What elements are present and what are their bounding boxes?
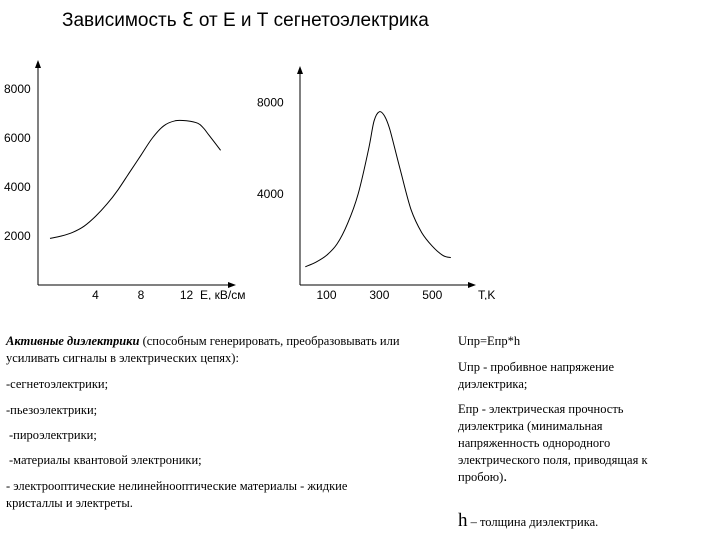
chart-right (257, 96, 451, 300)
chart-right-x-arrow-icon (468, 282, 476, 288)
list-item-piezoelectrics: -пьезоэлектрики; (6, 403, 98, 417)
eпр-definition (458, 401, 683, 486)
list-item-electrooptic: - электрооптические нелинейнооптические материалы - жидкие кристаллы и электреты. (6, 479, 348, 510)
y-tick-label: 8000 (4, 82, 31, 96)
chart-right-y-arrow-icon (297, 66, 303, 74)
list-item-pyroelectrics: -пироэлектрики; (9, 428, 97, 442)
eпр-definition-text: Eпр - электрическая прочность диэлектрика (минимальная напряженность однородного электрического поля, приводящая к пробою) (458, 402, 648, 484)
y-tick-label: 6000 (4, 131, 31, 145)
eпр-definition-period: . (503, 469, 508, 485)
x-tick-label: 300 (369, 288, 390, 300)
intro-italic: Активные диэлектрики (6, 334, 140, 348)
intro-rest: (способным генерировать, преобразовывать или усиливать сигналы в электрических цепях): (6, 334, 400, 365)
x-tick-label: 4 (92, 288, 99, 300)
chart-left (4, 82, 221, 300)
y-tick-label: 2000 (4, 229, 31, 243)
series-line (50, 120, 221, 238)
chart-right-x-label: T,K (478, 288, 496, 300)
x-tick-label: 500 (422, 288, 443, 300)
h-definition-text: – толщина диэлектрика. (467, 515, 599, 529)
uпр-definition: Uпр - пробивное напряжение диэлектрика; (458, 360, 614, 391)
x-tick-label: 100 (316, 288, 337, 300)
chart-left-y-arrow-icon (35, 60, 41, 68)
x-tick-label: 8 (137, 288, 145, 300)
series-line (305, 112, 451, 267)
h-symbol: h (458, 510, 468, 531)
chart-right-axes (300, 72, 472, 285)
breakdown-formula: Uпр=Eпр*h (458, 334, 521, 348)
chart-left-x-label: E, кВ/см (200, 288, 246, 300)
chart-left-axes (38, 65, 232, 285)
h-definition (458, 512, 708, 531)
y-tick-label: 8000 (257, 95, 284, 110)
y-tick-label: 4000 (257, 186, 284, 201)
list-item-quantum-materials: -материалы квантовой электроники; (9, 453, 202, 467)
page-title: Зависимость ℇ от Е и Т сегнетоэлектрика (62, 10, 429, 31)
list-item-ferroelectrics: -сегнетоэлектрики; (6, 377, 109, 391)
x-tick-label: 12 (179, 288, 194, 300)
y-tick-label: 4000 (4, 180, 31, 194)
active-dielectrics-intro (6, 333, 426, 367)
